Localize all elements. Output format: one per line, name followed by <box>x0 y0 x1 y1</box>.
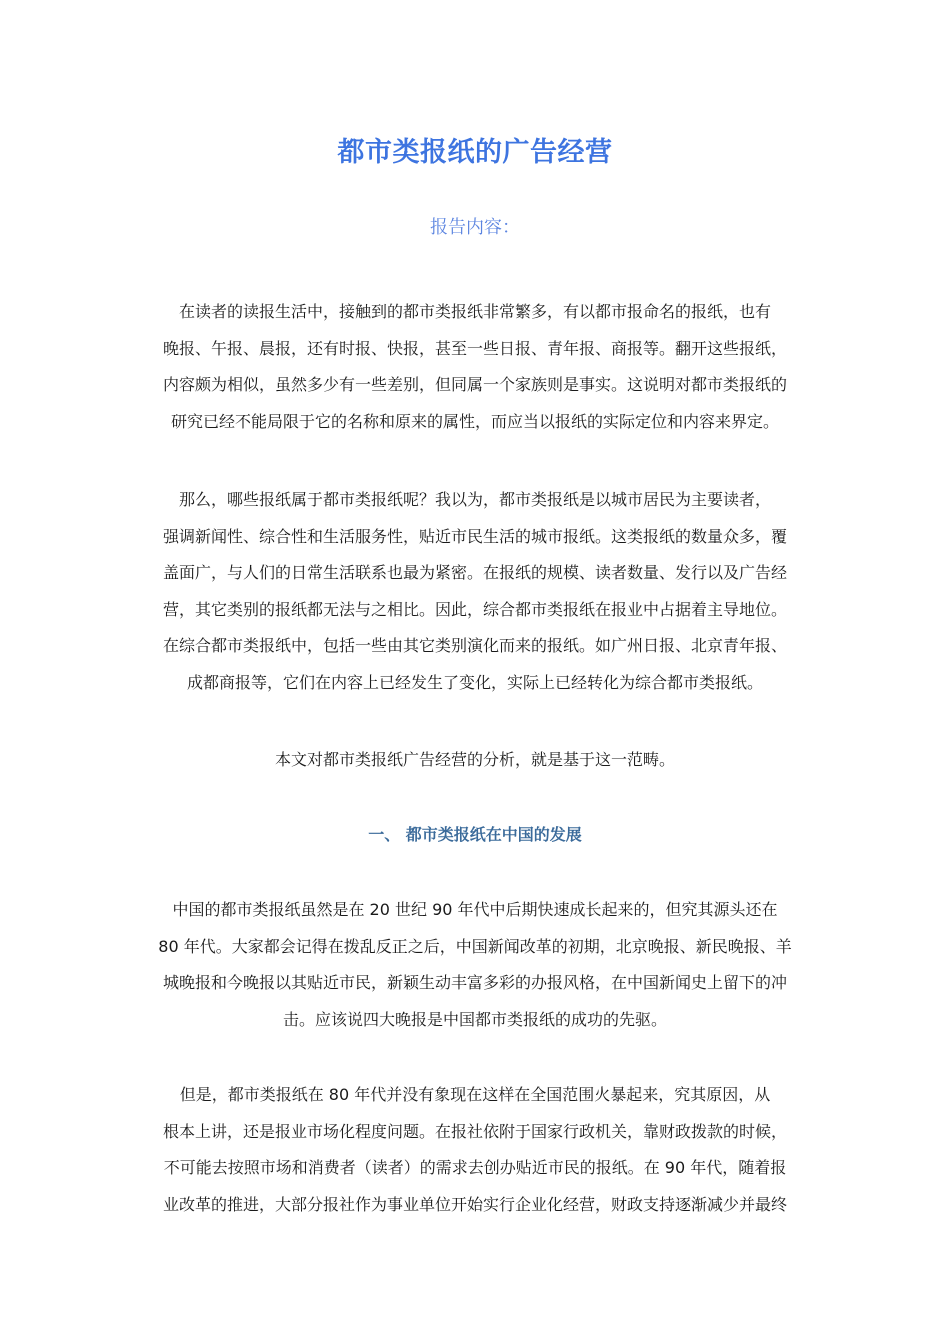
paragraph-line: 成都商报等，它们在内容上已经发生了变化，实际上已经转化为综合都市类报纸。 <box>186 672 763 692</box>
paragraph-line: 盖面广，与人们的日常生活联系也最为紧密。在报纸的规模、读者数量、发行以及广告经 <box>162 563 787 582</box>
section-paragraph-1 <box>145 892 805 1038</box>
paragraph-line: 击。应该说四大晚报是中国都市类报纸的成功的先驱。 <box>282 1009 667 1029</box>
intro-paragraph-2 <box>145 482 805 701</box>
paragraph-line: 在综合都市类报纸中，包括一些由其它类别演化而来的报纸。如广州日报、北京青年报、 <box>162 636 787 655</box>
paragraph-line: 晚报、午报、晨报，还有时报、快报，甚至一些日报、青年报、商报等。翻开这些报纸， <box>162 338 787 358</box>
intro-paragraph-1 <box>145 294 805 440</box>
paragraph-line: 中国的都市类报纸虽然是在 20 世纪 90 年代中后期快速成长起来的，但究其源头还在 <box>172 900 778 919</box>
paragraph-line: 研究已经不能局限于它的名称和原来的属性，而应当以报纸的实际定位和内容来界定。 <box>170 411 779 431</box>
section-heading: 一、 都市类报纸在中国的发展 <box>368 825 582 844</box>
paragraph-line: 强调新闻性、综合性和生活服务性，贴近市民生活的城市报纸。这类报纸的数量众多，覆 <box>162 526 787 546</box>
paragraph-line: 内容颇为相似，虽然多少有一些差别，但同属一个家族则是事实。这说明对都市类报纸的 <box>162 375 787 394</box>
paragraph-line: 80 年代。大家都会记得在拨乱反正之后，中国新闻改革的初期，北京晚报、新民晚报、羊 <box>158 936 792 956</box>
document-subtitle: 报告内容： <box>430 217 520 238</box>
paragraph-line: 根本上讲，还是报业市场化程度问题。在报社依附于国家行政机关，靠财政拨款的时候， <box>162 1121 787 1141</box>
paragraph-line: 不可能去按照市场和消费者（读者）的需求去创办贴近市民的报纸。在 90 年代，随着报 <box>163 1158 787 1177</box>
paragraph-line: 在读者的读报生活中，接触到的都市类报纸非常繁多，有以都市报命名的报纸，也有 <box>178 302 771 321</box>
intro-paragraph-3 <box>145 742 805 779</box>
paragraph-line: 城晚报和今晚报以其贴近市民，新颖生动丰富多彩的办报风格，在中国新闻史上留下的冲 <box>162 973 787 992</box>
document-title: 都市类报纸的广告经营 <box>337 137 613 168</box>
paragraph-line: 本文对都市类报纸广告经营的分析，就是基于这一范畴。 <box>274 750 675 769</box>
paragraph-line: 但是，都市类报纸在 80 年代并没有象现在这样在全国范围火暴起来，究其原因，从 <box>179 1085 771 1104</box>
paragraph-line: 营，其它类别的报纸都无法与之相比。因此，综合都市类报纸在报业中占据着主导地位。 <box>162 599 787 619</box>
paragraph-line: 业改革的推进，大部分报社作为事业单位开始实行企业化经营，财政支持逐渐减少并最终 <box>162 1194 787 1214</box>
paragraph-line: 那么，哪些报纸属于都市类报纸呢？我以为，都市类报纸是以城市居民为主要读者， <box>178 490 771 509</box>
section-paragraph-2 <box>145 1077 805 1223</box>
